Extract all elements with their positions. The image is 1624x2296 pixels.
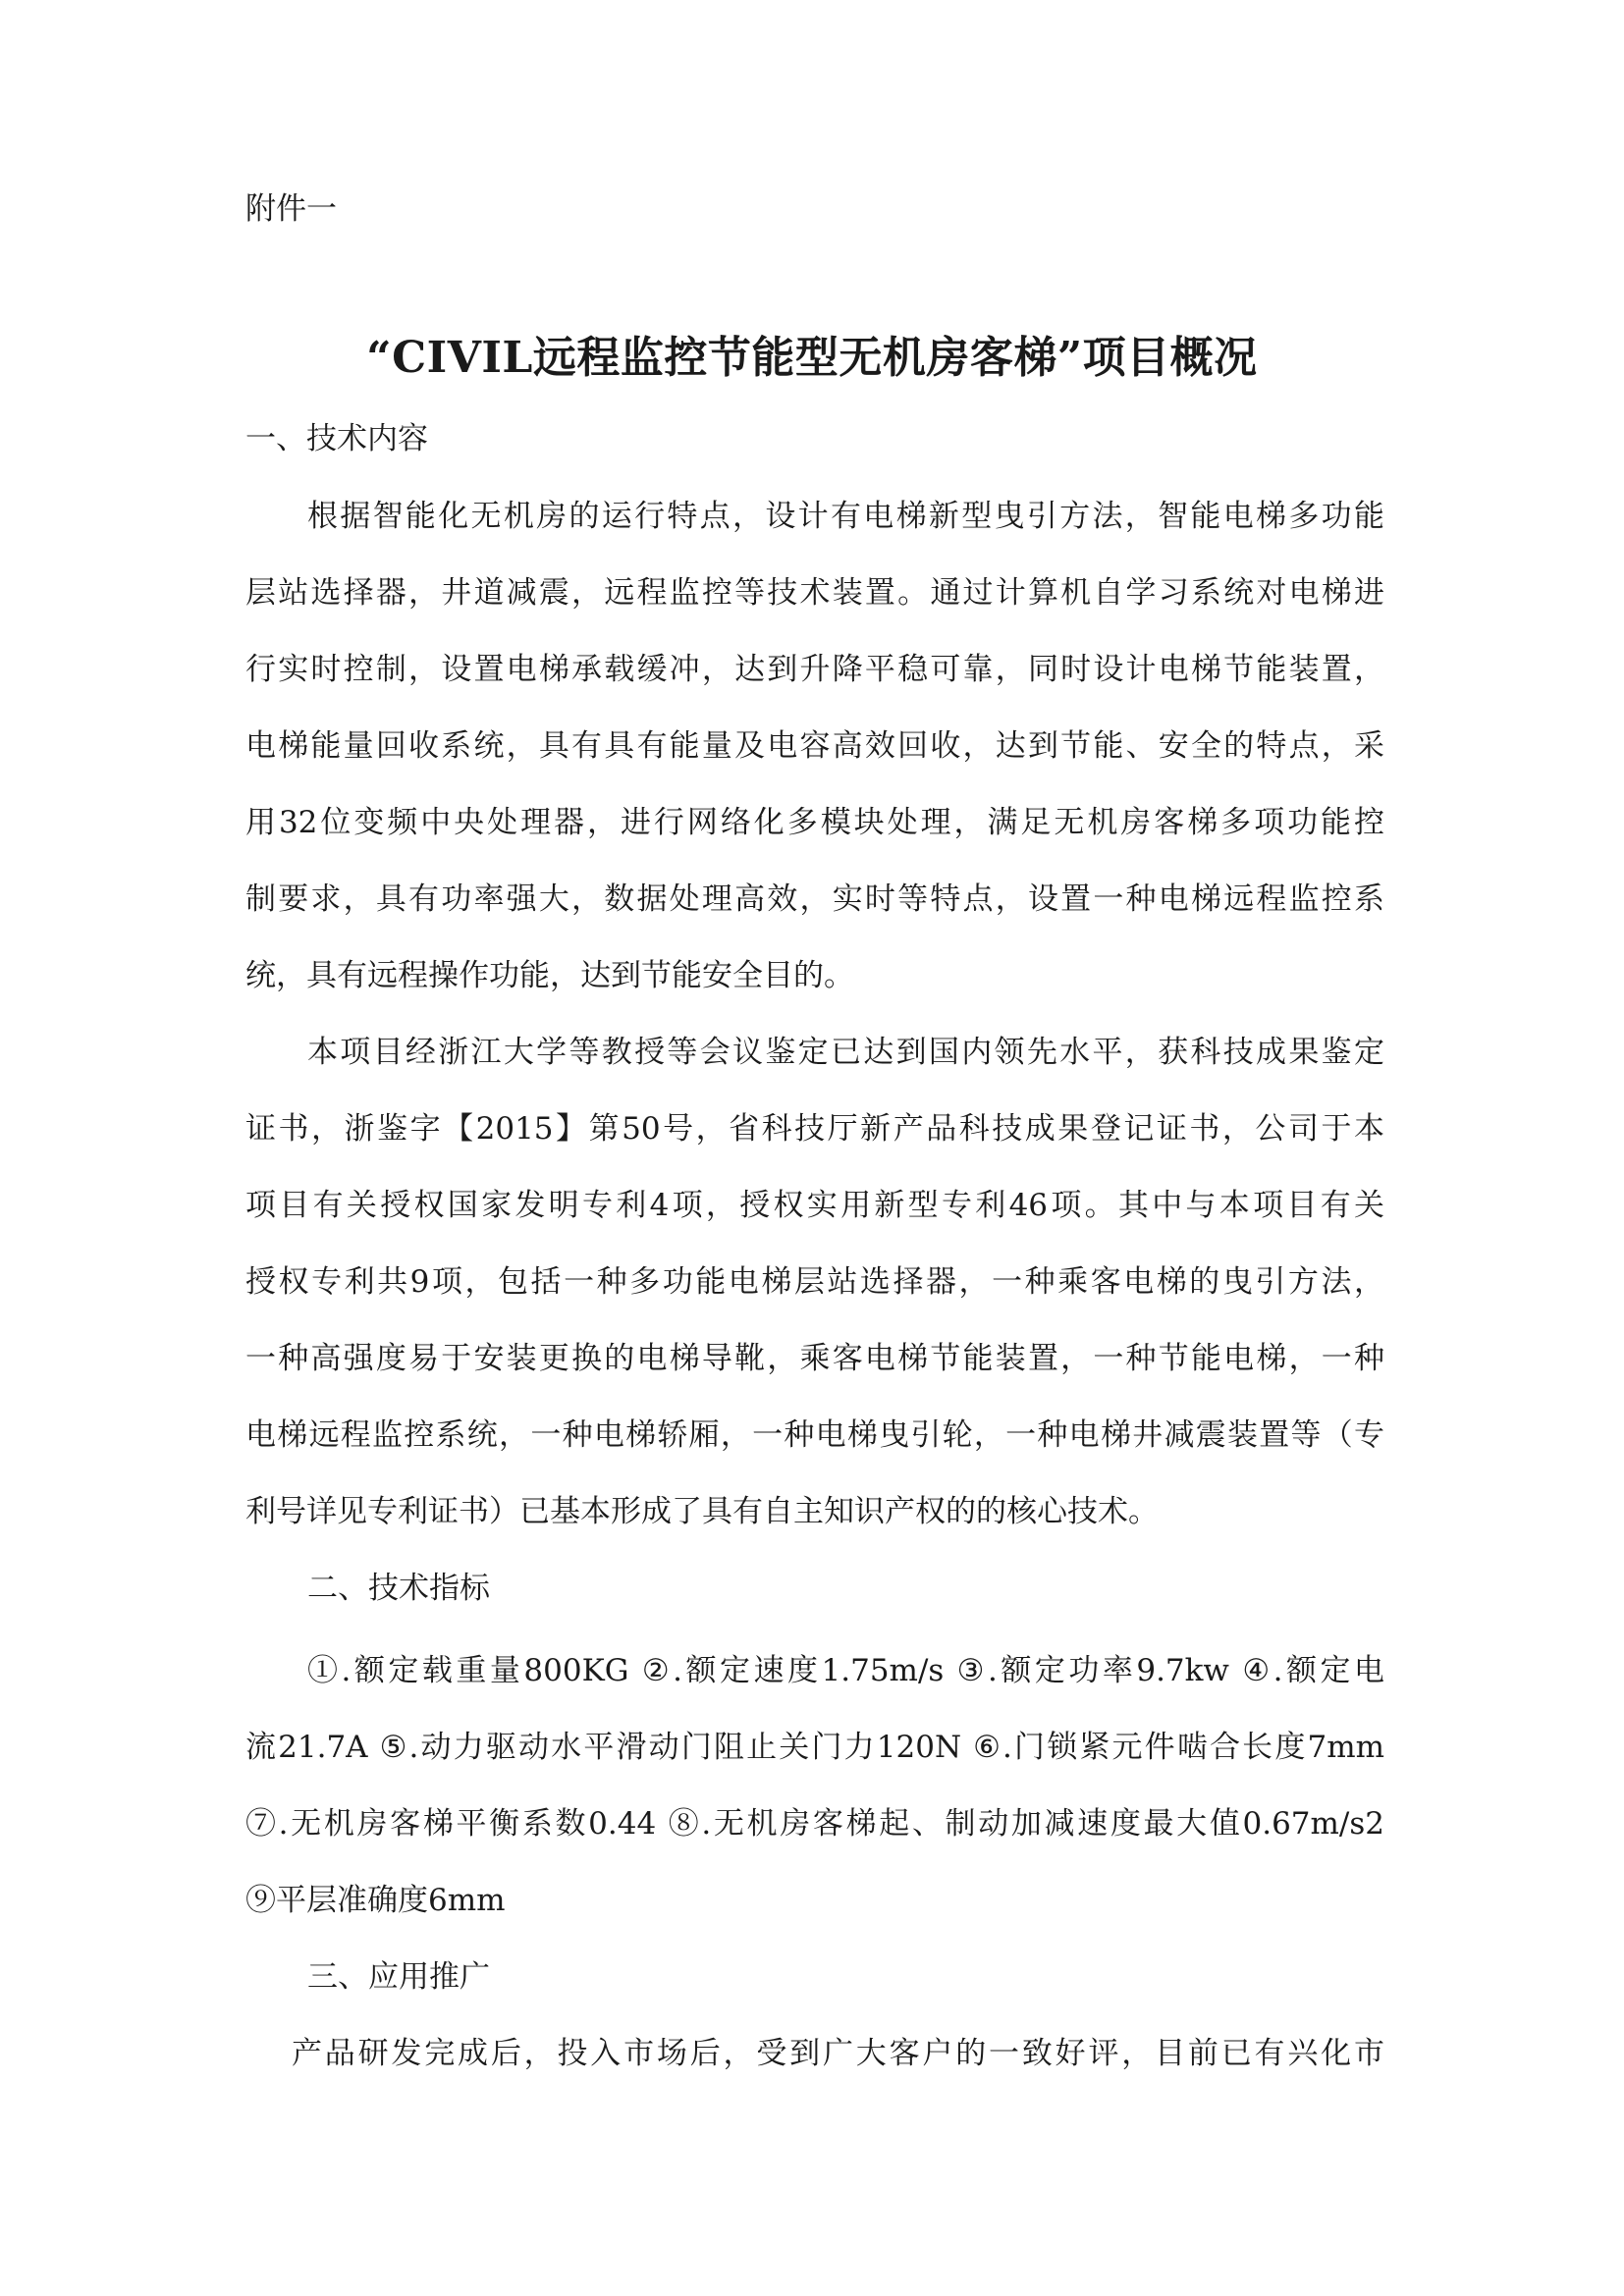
paragraph-line: 层站选择器，井道减震，远程监控等技术装置。通过计算机自学习系统对电梯进 [245, 575, 1384, 611]
paragraph-line: 电梯能量回收系统，具有具有能量及电容高效回收，达到节能、安全的特点，采 [245, 728, 1384, 764]
paragraph-line: 用32位变频中央处理器，进行网络化多模块处理，满足无机房客梯多项功能控 [245, 805, 1384, 840]
spec-line: 流21.7A ⑤.动力驱动水平滑动门阻止关门力120N ⑥.门锁紧元件啮合长度7mm [245, 1730, 1384, 1765]
paragraph-line: 行实时控制，设置电梯承载缓冲，达到升降平稳可靠，同时设计电梯节能装置， [245, 652, 1384, 687]
paragraph-line: 制要求，具有功率强大，数据处理高效，实时等特点，设置一种电梯远程监控系 [245, 881, 1384, 917]
spec-line: ⑦.无机房客梯平衡系数0.44 ⑧.无机房客梯起、制动加减速度最大值0.67m/s2 [245, 1806, 1384, 1842]
paragraph-line: 证书，浙鉴字【2015】第50号，省科技厅新产品科技成果登记证书，公司于本 [245, 1111, 1384, 1147]
paragraph-line: 根据智能化无机房的运行特点，设计有电梯新型曳引方法，智能电梯多功能 [307, 499, 1384, 534]
spec-line: ①.额定载重量800KG ②.额定速度1.75m/s ③.额定功率9.7kw ④.额定电 [307, 1653, 1384, 1688]
paragraph-line: 利号详见专利证书）已基本形成了具有自主知识产权的的核心技术。 [245, 1494, 1159, 1529]
paragraph-line: 项目有关授权国家发明专利4项，授权实用新型专利46项。其中与本项目有关 [245, 1188, 1384, 1223]
section-heading-application: 三、应用推广 [307, 1959, 490, 1995]
section-heading-tech-content: 一、技术内容 [245, 421, 428, 456]
paragraph-line: 电梯远程监控系统，一种电梯轿厢，一种电梯曳引轮，一种电梯井减震装置等（专 [245, 1417, 1384, 1453]
section-heading-tech-spec: 二、技术指标 [307, 1571, 490, 1606]
paragraph-line: 本项目经浙江大学等教授等会议鉴定已达到国内领先水平，获科技成果鉴定 [307, 1035, 1384, 1070]
paragraph-line: 统，具有远程操作功能，达到节能安全目的。 [245, 958, 854, 993]
paragraph-line: 一种高强度易于安装更换的电梯导靴，乘客电梯节能装置，一种节能电梯，一种 [245, 1341, 1384, 1376]
paragraph-line: 产品研发完成后，投入市场后，受到广大客户的一致好评，目前已有兴化市 [292, 2036, 1384, 2071]
attachment-label: 附件一 [245, 191, 337, 227]
paragraph-line: 授权专利共9项，包括一种多功能电梯层站选择器，一种乘客电梯的曳引方法， [245, 1264, 1384, 1300]
document-title: “CIVIL远程监控节能型无机房客梯”项目概况 [366, 333, 1258, 383]
spec-line: ⑨平层准确度6mm [245, 1883, 506, 1918]
